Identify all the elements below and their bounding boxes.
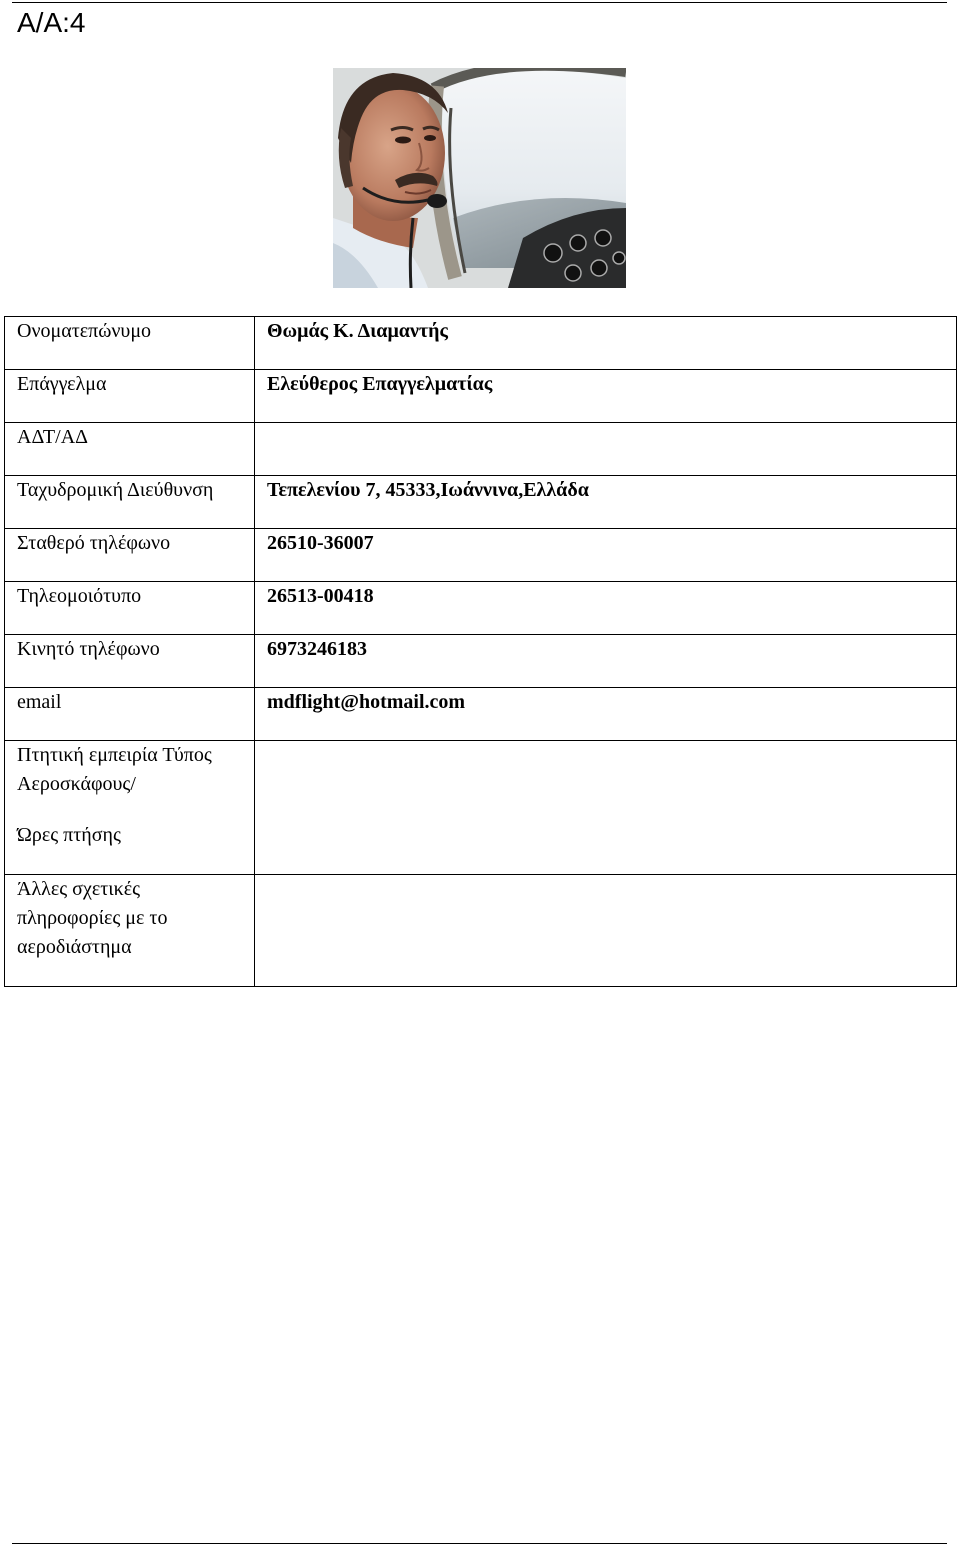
field-label-postal-address: Ταχυδρομική Διεύθυνση: [5, 476, 255, 529]
profile-table: [4, 316, 957, 987]
flight-experience-label-line2: Ώρες πτήσης: [17, 824, 121, 846]
table-row: [5, 317, 957, 370]
field-label-full-name: Ονοματεπώνυμο: [5, 317, 255, 370]
table-row: [5, 582, 957, 635]
field-value-email: mdflight@hotmail.com: [255, 688, 957, 741]
field-label-mobile: Κινητό τηλέφωνο: [5, 635, 255, 688]
field-value-postal-address: Τεπελενίου 7, 45333,Ιωάννινα,Ελλάδα: [255, 476, 957, 529]
pilot-portrait-photo: [333, 68, 626, 288]
table-row: [5, 476, 957, 529]
bottom-rule: [12, 1543, 947, 1544]
field-value-other-info: [255, 875, 957, 987]
field-value-id-number: [255, 423, 957, 476]
field-label-id-number: ΑΔΤ/ΑΔ: [5, 423, 255, 476]
field-value-landline: 26510-36007: [255, 529, 957, 582]
field-value-mobile: 6973246183: [255, 635, 957, 688]
flight-experience-label-line1: Πτητική εμπειρία Τύπος Αεροσκάφους/: [17, 744, 212, 795]
table-row: [5, 529, 957, 582]
table-row: [5, 688, 957, 741]
top-rule: [12, 2, 947, 3]
field-label-fax: Τηλεομοιότυπο: [5, 582, 255, 635]
field-label-landline: Σταθερό τηλέφωνο: [5, 529, 255, 582]
field-value-fax: 26513-00418: [255, 582, 957, 635]
table-row: [5, 875, 957, 987]
table-row: [5, 423, 957, 476]
field-value-flight-experience: [255, 741, 957, 875]
field-value-profession: Ελεύθερος Επαγγελματίας: [255, 370, 957, 423]
page-id: Α/Α:4: [17, 7, 86, 38]
field-label-email: email: [5, 688, 255, 741]
table-row: [5, 635, 957, 688]
field-value-full-name: Θωμάς Κ. Διαμαντής: [255, 317, 957, 370]
field-label-other-info: Άλλες σχετικές πληροφορίες με το αεροδιάστημα: [5, 875, 255, 987]
field-label-profession: Επάγγελμα: [5, 370, 255, 423]
field-label-flight-experience: [5, 741, 255, 875]
table-row: [5, 370, 957, 423]
table-row: [5, 741, 957, 875]
